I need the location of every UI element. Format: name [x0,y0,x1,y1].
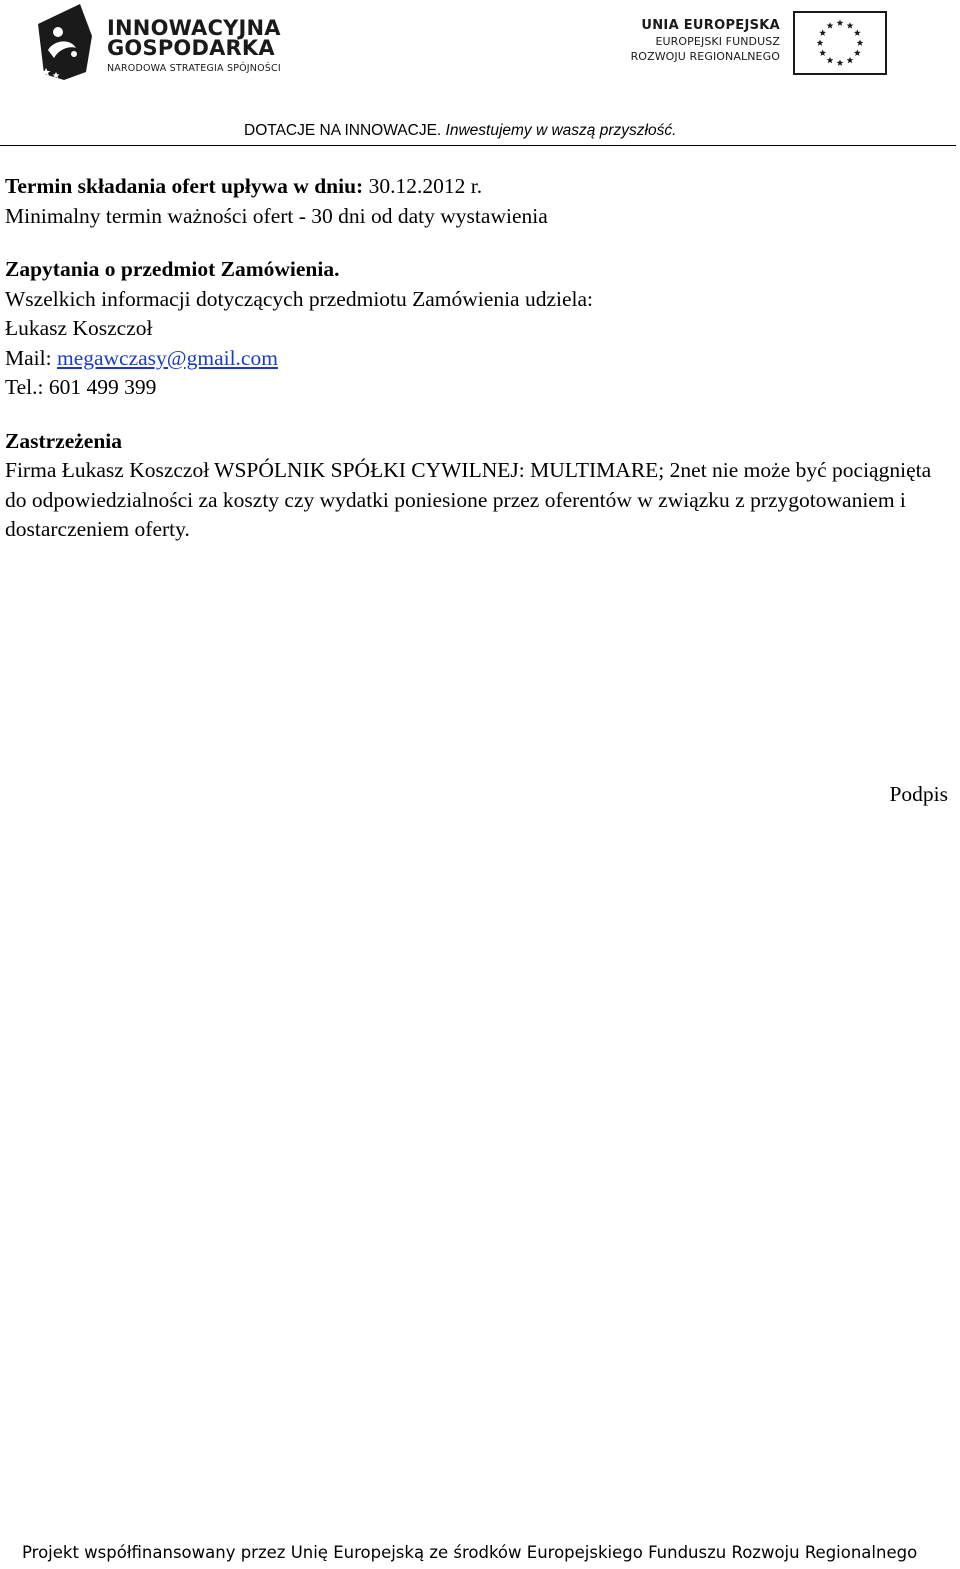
eu-logo-line2: EUROPEJSKI FUNDUSZ [655,35,780,48]
eu-fund-logo [620,11,890,77]
eu-star-icon [819,49,826,56]
spacer [5,231,955,255]
ig-logo-line2: GOSPODARKA [107,36,275,60]
inquiries-heading: Zapytania o przedmiot Zamówienia. [5,257,340,281]
tagline-italic: Inwestujemy w waszą przyszłość. [445,122,677,139]
deadline-value: 30.12.2012 r. [368,174,483,198]
document-header [0,0,960,150]
eu-logo-line3: ROZWOJU REGIONALNEGO [630,50,780,63]
eu-star-icon [827,57,834,64]
eu-star-icon [837,59,844,66]
mail-label: Mail: [5,345,52,370]
document-body [5,172,955,545]
header-divider [0,145,956,146]
mail-line [5,344,955,374]
ig-symbol-icon [36,2,98,82]
contact-name: Łukasz Koszczoł [5,316,153,340]
eu-star-icon [847,22,854,29]
eu-flag-icon [793,11,887,75]
innowacyjna-gospodarka-logo [36,2,298,82]
eu-star-icon [854,29,861,36]
deadline-label: Termin składania ofert upływa w dniu: [5,174,364,198]
eu-star-icon [837,19,844,26]
tagline-plain: DOTACJE NA INNOWACJE. [244,122,442,139]
eu-logo-text [631,18,780,64]
deadline-line [5,172,955,202]
eu-star-icon [819,29,826,36]
eu-star-icon [857,39,864,46]
eu-star-icon [847,57,854,64]
spacer [5,403,955,427]
mail-link[interactable]: megawczasy@gmail.com [56,345,278,370]
eu-star-icon [817,39,824,46]
reservations-heading: Zastrzeżenia [5,428,123,453]
ig-logo-line1: INNOWACYJNA [107,16,281,40]
phone-label: Tel.: [5,375,44,399]
phone-line [5,373,955,403]
reservations-text: Firma Łukasz Koszczoł WSPÓLNIK SPÓŁKI CYWILNEJ: MULTIMARE; 2net nie może być pociągnięta do odpowiedzialności za koszty czy wydatki poniesione przez oferentów w związku z przygotowaniem i dostarczeniem oferty. [5,458,932,541]
inquiries-intro: Wszelkich informacji dotyczących przedmiotu Zamówienia udziela: [5,286,594,311]
ig-logo-line3: NARODOWA STRATEGIA SPÓJNOŚCI [107,63,281,74]
phone-value: 601 499 399 [48,375,157,399]
eu-stars-icon [795,13,885,73]
signature-label: Podpis [889,782,948,806]
eu-star-icon [827,22,834,29]
ig-logo-text [107,18,281,74]
validity-line: Minimalny termin ważności ofert - 30 dni od daty wystawienia [5,203,548,228]
header-tagline [244,122,676,140]
document-footer: Projekt współfinansowany przez Unię Europejską ze środków Europejskiego Funduszu Rozwoju Regionalnego [22,1543,918,1562]
eu-logo-line1: UNIA EUROPEJSKA [641,18,780,33]
eu-star-icon [854,49,861,56]
